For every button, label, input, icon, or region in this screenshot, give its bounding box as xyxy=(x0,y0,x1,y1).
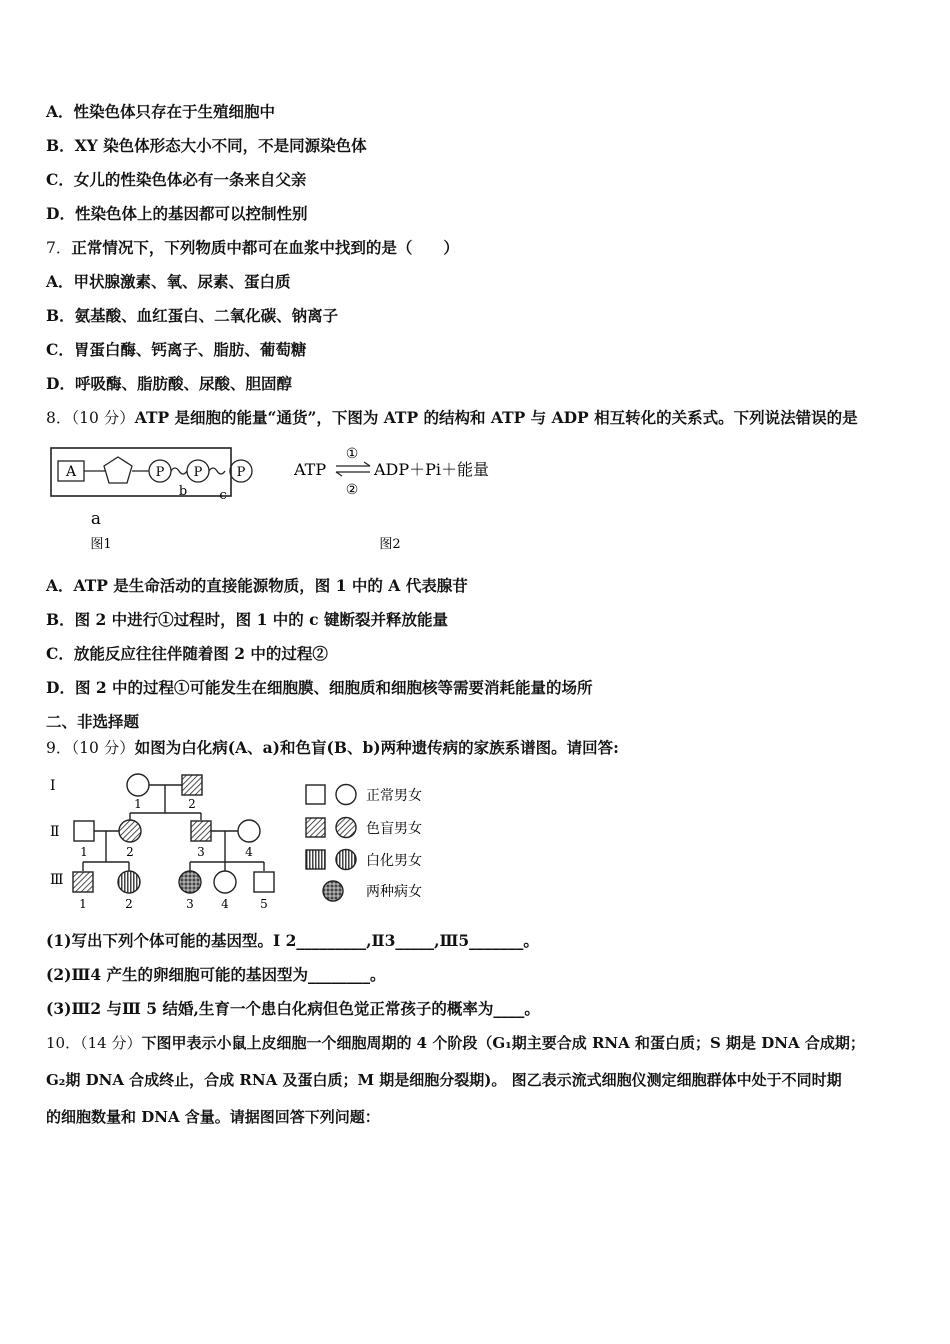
adenine-label: A xyxy=(65,464,77,480)
bond-c-label: c xyxy=(219,488,227,503)
process-2-label: ② xyxy=(345,482,359,498)
ii4-number: 4 xyxy=(245,845,253,859)
q7-option-b: B．氨基酸、血红蛋白、二氧化碳、钠离子 xyxy=(46,306,339,325)
legend-both-diseases-symbol xyxy=(323,881,343,901)
q9-number: 9．（10 分） xyxy=(46,739,135,757)
iii3-both-diseases-female xyxy=(179,871,201,893)
phosphate-3-label: P xyxy=(236,465,246,480)
q6-option-c: C．女儿的性染色体必有一条来自父亲 xyxy=(46,170,307,189)
figure-1-caption: 图1 xyxy=(90,537,112,552)
q9-sub-question-2: (2)Ⅲ4 产生的卵细胞可能的基因型为________。 xyxy=(46,965,386,984)
q8-option-c: C．放能反应往往伴随着图 2 中的过程② xyxy=(46,644,328,663)
phosphate-2-label: P xyxy=(193,465,203,480)
legend-colorblind-male-symbol xyxy=(306,818,325,837)
legend-colorblind-label: 色盲男女 xyxy=(366,821,422,837)
iii1-colorblind-male xyxy=(73,872,93,892)
q7-stem: 正常情况下，下列物质中都可在血浆中找到的是（ ） xyxy=(71,238,459,257)
q10-line-1 xyxy=(46,1033,865,1053)
ii2-number: 2 xyxy=(126,845,134,859)
q8-option-d: D．图 2 中的过程①可能发生在细胞膜、细胞质和细胞核等需要消耗能量的场所 xyxy=(46,678,593,697)
i2-number: 2 xyxy=(188,797,196,811)
bond-c-wave xyxy=(209,468,225,474)
legend-normal-male-symbol xyxy=(306,785,325,804)
ii1-normal-male xyxy=(74,821,94,841)
iii4-number: 4 xyxy=(221,897,229,911)
generation-iii-label: Ⅲ xyxy=(50,872,64,888)
region-a-label: a xyxy=(90,509,102,529)
legend-albino-label: 白化男女 xyxy=(366,853,422,869)
ii1-number: 1 xyxy=(80,845,88,859)
adp-products-term: ADP＋Pi＋能量 xyxy=(374,460,490,479)
pedigree-chart xyxy=(46,768,286,913)
iii2-albino-female xyxy=(118,871,140,893)
q10-number: 10．（14 分） xyxy=(46,1034,142,1052)
iii5-normal-male xyxy=(254,872,274,892)
atp-outer-box xyxy=(51,448,231,496)
generation-ii-label: Ⅱ xyxy=(50,824,60,840)
phosphate-1-label: P xyxy=(155,465,165,480)
q6-option-a: A．性染色体只存在于生殖细胞中 xyxy=(46,102,276,121)
iii5-number: 5 xyxy=(260,897,268,911)
q9-sub-question-3: (3)Ⅲ2 与Ⅲ 5 结婚,生育一个患白化病但色觉正常孩子的概率为____。 xyxy=(46,999,540,1018)
i2-colorblind-male xyxy=(182,775,202,795)
q7-stem-line xyxy=(46,238,459,258)
i1-normal-female xyxy=(127,774,149,796)
section-heading: 二、非选择题 xyxy=(46,712,140,731)
atp-structure-figure xyxy=(46,440,266,555)
legend-both-label: 两种病女 xyxy=(366,884,422,900)
q8-option-b: B．图 2 中进行①过程时，图 1 中的 c 键断裂并释放能量 xyxy=(46,610,448,629)
legend-albino-female-symbol xyxy=(336,850,356,870)
q7-option-a: A．甲状腺激素、氧、尿素、蛋白质 xyxy=(46,272,291,291)
bond-b-wave xyxy=(171,468,187,474)
q10-line-3: 的细胞数量和 DNA 含量。请据图回答下列问题： xyxy=(46,1108,380,1126)
q8-number: 8．（10 分） xyxy=(46,409,135,427)
iii4-normal-female xyxy=(214,871,236,893)
generation-i-label: Ⅰ xyxy=(50,778,56,794)
q8-option-a: A．ATP 是生命活动的直接能源物质，图 1 中的 A 代表腺苷 xyxy=(46,576,468,595)
q8-stem-line xyxy=(46,408,858,428)
legend-normal-label: 正常男女 xyxy=(366,788,422,804)
q6-option-d: D．性染色体上的基因都可以控制性别 xyxy=(46,204,308,223)
iii3-number: 3 xyxy=(186,897,194,911)
q6-option-b: B．XY 染色体形态大小不同，不是同源染色体 xyxy=(46,136,367,155)
legend-colorblind-female-symbol xyxy=(336,818,356,838)
q9-stem: 如图为白化病(A、a)和色盲(B、b)两种遗传病的家族系谱图。请回答: xyxy=(134,738,619,757)
q7-option-d: D．呼吸酶、脂肪酸、尿酸、胆固醇 xyxy=(46,374,292,393)
ribose-pentagon xyxy=(104,457,132,483)
ii3-number: 3 xyxy=(197,845,205,859)
ii3-colorblind-male xyxy=(191,821,211,841)
legend-albino-male-symbol xyxy=(306,850,325,869)
q9-sub-question-1: (1)写出下列个体可能的基因型。Ⅰ 2_________,Ⅱ3_____,Ⅲ5_______。 xyxy=(46,931,539,950)
figure-2-caption: 图2 xyxy=(379,537,401,552)
atp-adp-conversion-figure xyxy=(290,442,520,554)
q8-stem: ATP 是细胞的能量“通货”，下图为 ATP 的结构和 ATP 与 ADP 相互转化的关系式。下列说法错误的是 xyxy=(134,408,858,427)
atp-term: ATP xyxy=(294,460,327,479)
q7-option-c: C．胃蛋白酶、钙离子、脂肪、葡萄糖 xyxy=(46,340,307,359)
q10-line-2: G₂期 DNA 合成终止，合成 RNA 及蛋白质；M 期是细胞分裂期)。 图乙表示流式细胞仪测定细胞群体中处于不同时期 xyxy=(46,1071,842,1089)
ii4-normal-female xyxy=(238,820,260,842)
iii1-number: 1 xyxy=(79,897,87,911)
q9-stem-line xyxy=(46,738,619,758)
iii2-number: 2 xyxy=(125,897,133,911)
bond-b-label: b xyxy=(178,484,188,499)
ii2-colorblind-female xyxy=(119,820,141,842)
i1-number: 1 xyxy=(134,797,142,811)
process-1-label: ① xyxy=(345,446,359,462)
legend-normal-female-symbol xyxy=(336,785,356,805)
q7-number: 7． xyxy=(46,239,72,257)
q10-text-1: 下图甲表示小鼠上皮细胞一个细胞周期的 4 个阶段（G₁期主要合成 RNA 和蛋白质；S 期是 DNA 合成期； xyxy=(141,1034,865,1052)
pedigree-legend xyxy=(300,778,450,908)
